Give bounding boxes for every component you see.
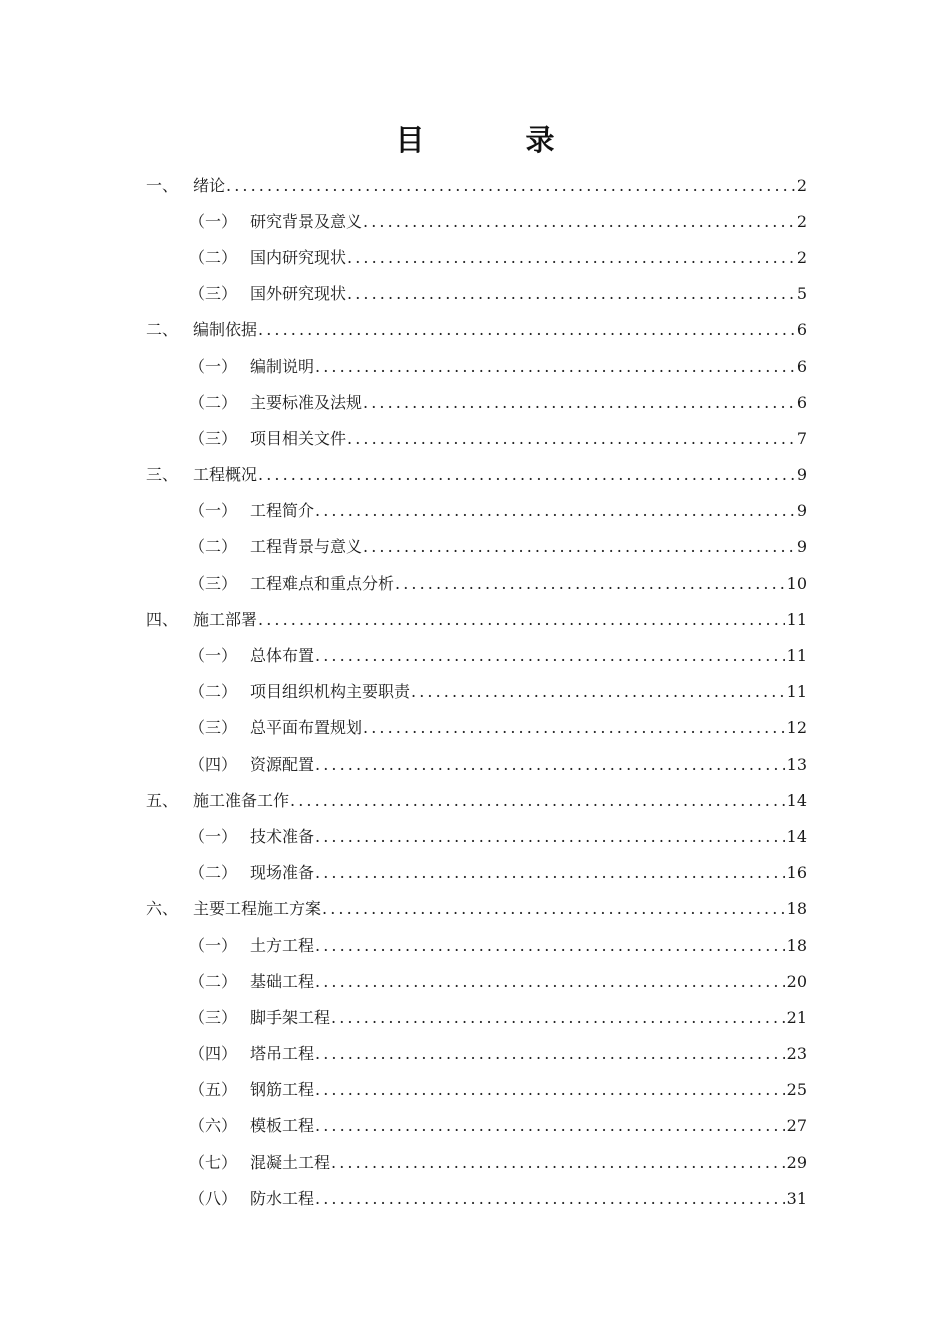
toc-dot-leader: [363, 718, 785, 737]
toc-title: 目 录: [395, 123, 591, 157]
toc-entry-title: 总平面布置规划: [250, 718, 363, 738]
toc-entry-page-number: 12: [786, 718, 807, 738]
toc-entry-page-number: 16: [786, 863, 807, 883]
toc-section-entry[interactable]: [0, 275, 950, 311]
toc-entry-page-number: 2: [796, 175, 807, 195]
toc-dot-leader: [315, 357, 795, 376]
toc-entry-page-number: 11: [786, 646, 807, 666]
toc-section-entry[interactable]: [0, 745, 950, 781]
toc-dot-leader: [290, 791, 785, 810]
toc-dot-leader: [363, 212, 795, 231]
toc-entry-body: [193, 173, 807, 196]
toc-entry-page-number: 9: [796, 537, 807, 557]
toc-entry-body: [250, 426, 807, 449]
toc-entry-number: 五、: [146, 790, 179, 810]
toc-entry-title: 编制说明: [250, 356, 315, 376]
toc-entry-body: [250, 860, 807, 883]
toc-entry-body: [250, 354, 807, 377]
toc-dot-leader: [315, 1044, 785, 1063]
toc-entry-page-number: 9: [796, 501, 807, 521]
toc-entry-number: （四）: [189, 754, 238, 774]
toc-dot-leader: [315, 1116, 785, 1135]
toc-entry-page-number: 29: [786, 1152, 807, 1172]
toc-entry-body: [250, 1113, 807, 1136]
toc-entry-title: 防水工程: [250, 1188, 315, 1208]
toc-entry-page-number: 7: [796, 428, 807, 448]
toc-entry-page-number: 27: [786, 1116, 807, 1136]
toc-chapter-entry[interactable]: [0, 456, 950, 492]
toc-entry-body: [193, 788, 807, 811]
toc-dot-leader: [331, 1153, 785, 1172]
toc-entry-number: （六）: [189, 1116, 238, 1136]
toc-entry-body: [250, 1186, 807, 1209]
toc-entry-title: 技术准备: [250, 826, 315, 846]
toc-entry-page-number: 18: [786, 899, 807, 919]
toc-entry-title: 研究背景及意义: [250, 211, 363, 231]
toc-entry-page-number: 13: [786, 754, 807, 774]
toc-entry-page-number: 21: [786, 1007, 807, 1027]
toc-chapter-entry[interactable]: [0, 166, 950, 202]
toc-dot-leader: [226, 176, 795, 195]
toc-entry-page-number: 2: [796, 247, 807, 267]
toc-entry-title: 施工部署: [193, 609, 258, 629]
toc-entry-body: [250, 1041, 807, 1064]
toc-entry-body: [250, 1077, 807, 1100]
toc-entry-number: 二、: [146, 320, 179, 340]
toc-entry-page-number: 11: [786, 609, 807, 629]
toc-entry-number: 六、: [146, 899, 179, 919]
toc-section-entry[interactable]: [0, 383, 950, 419]
toc-entry-body: [250, 209, 807, 232]
toc-entry-title: 工程简介: [250, 501, 315, 521]
toc-entry-number: （一）: [189, 501, 238, 521]
toc-entry-page-number: 25: [786, 1080, 807, 1100]
toc-entry-title: 模板工程: [250, 1116, 315, 1136]
toc-dot-leader: [315, 972, 785, 991]
toc-entry-page-number: 23: [786, 1044, 807, 1064]
toc-entry-number: 三、: [146, 465, 179, 485]
toc-entry-title: 编制依据: [193, 320, 258, 340]
toc-dot-leader: [315, 863, 785, 882]
toc-entry-number: （一）: [189, 646, 238, 666]
toc-entry-number: （三）: [189, 284, 238, 304]
toc-dot-leader: [395, 574, 785, 593]
toc-entry-title: 工程背景与意义: [250, 537, 363, 557]
toc-dot-leader: [363, 393, 795, 412]
toc-entry-number: （一）: [189, 356, 238, 376]
toc-dot-leader: [347, 284, 795, 303]
toc-dot-leader: [315, 827, 785, 846]
toc-section-entry[interactable]: [0, 1071, 950, 1107]
toc-dot-leader: [411, 682, 785, 701]
toc-entry-title: 土方工程: [250, 935, 315, 955]
toc-entry-number: （二）: [189, 863, 238, 883]
toc-entry-title: 施工准备工作: [193, 790, 290, 810]
toc-section-entry[interactable]: [0, 202, 950, 238]
toc-entry-page-number: 31: [786, 1188, 807, 1208]
toc-entry-body: [250, 534, 807, 557]
toc-entry-body: [250, 933, 807, 956]
toc-entry-title: 塔吊工程: [250, 1044, 315, 1064]
toc-entry-title: 主要标准及法规: [250, 392, 363, 412]
toc-entry-body: [193, 317, 807, 340]
toc-dot-leader: [315, 501, 795, 520]
toc-entry-number: （三）: [189, 1007, 238, 1027]
toc-entry-page-number: 10: [786, 573, 807, 593]
toc-entry-title: 项目组织机构主要职责: [250, 682, 411, 702]
toc-section-entry[interactable]: [0, 1179, 950, 1215]
toc-dot-leader: [363, 537, 795, 556]
toc-entry-body: [250, 571, 807, 594]
toc-entry-number: （二）: [189, 392, 238, 412]
toc-entry-number: （二）: [189, 682, 238, 702]
toc-entry-body: [250, 824, 807, 847]
toc-dot-leader: [315, 755, 785, 774]
toc-entry-body: [250, 390, 807, 413]
toc-chapter-entry[interactable]: [0, 890, 950, 926]
toc-entry-page-number: 14: [786, 826, 807, 846]
toc-entry-title: 国外研究现状: [250, 284, 347, 304]
toc-section-entry[interactable]: [0, 1143, 950, 1179]
toc-entry-number: （三）: [189, 718, 238, 738]
toc-entry-page-number: 5: [796, 284, 807, 304]
toc-dot-leader: [347, 429, 795, 448]
toc-chapter-entry[interactable]: [0, 781, 950, 817]
toc-dot-leader: [331, 1008, 785, 1027]
toc-dot-leader: [315, 1080, 785, 1099]
toc-entry-number: （七）: [189, 1152, 238, 1172]
toc-entry-page-number: 2: [796, 211, 807, 231]
toc-dot-leader: [258, 610, 785, 629]
toc-list: [0, 166, 950, 1215]
toc-dot-leader: [347, 248, 795, 267]
toc-entry-page-number: 6: [796, 320, 807, 340]
toc-dot-leader: [322, 899, 785, 918]
toc-dot-leader: [315, 936, 785, 955]
toc-entry-number: （二）: [189, 971, 238, 991]
toc-entry-body: [250, 679, 807, 702]
toc-dot-leader: [258, 320, 795, 339]
toc-entry-body: [250, 715, 807, 738]
toc-entry-page-number: 11: [786, 682, 807, 702]
toc-entry-body: [250, 643, 807, 666]
toc-entry-body: [250, 281, 807, 304]
toc-entry-body: [250, 1150, 807, 1173]
toc-section-entry[interactable]: [0, 419, 950, 455]
toc-entry-number: （一）: [189, 826, 238, 846]
toc-entry-number: （八）: [189, 1188, 238, 1208]
toc-section-entry[interactable]: [0, 492, 950, 528]
toc-entry-body: [250, 245, 807, 268]
toc-section-entry[interactable]: [0, 709, 950, 745]
toc-entry-title: 混凝土工程: [250, 1152, 331, 1172]
toc-entry-title: 项目相关文件: [250, 428, 347, 448]
toc-section-entry[interactable]: [0, 347, 950, 383]
toc-entry-body: [193, 896, 807, 919]
toc-section-entry[interactable]: [0, 1107, 950, 1143]
toc-entry-title: 绪论: [193, 175, 226, 195]
toc-dot-leader: [315, 646, 785, 665]
toc-entry-number: （二）: [189, 247, 238, 267]
toc-entry-page-number: 9: [796, 465, 807, 485]
toc-dot-leader: [315, 1189, 785, 1208]
toc-entry-number: （一）: [189, 211, 238, 231]
toc-section-entry[interactable]: [0, 817, 950, 853]
toc-entry-number: （四）: [189, 1044, 238, 1064]
toc-entry-number: 一、: [146, 175, 179, 195]
toc-entry-title: 脚手架工程: [250, 1007, 331, 1027]
toc-entry-page-number: 6: [796, 392, 807, 412]
toc-entry-body: [250, 1005, 807, 1028]
toc-entry-page-number: 14: [786, 790, 807, 810]
toc-section-entry[interactable]: [0, 998, 950, 1034]
toc-entry-title: 工程概况: [193, 465, 258, 485]
toc-entry-title: 国内研究现状: [250, 247, 347, 267]
toc-entry-number: （二）: [189, 537, 238, 557]
toc-entry-title: 资源配置: [250, 754, 315, 774]
toc-section-entry[interactable]: [0, 926, 950, 962]
toc-entry-number: （一）: [189, 935, 238, 955]
toc-chapter-entry[interactable]: [0, 600, 950, 636]
toc-entry-body: [193, 462, 807, 485]
toc-section-entry[interactable]: [0, 528, 950, 564]
toc-entry-page-number: 6: [796, 356, 807, 376]
toc-section-entry[interactable]: [0, 636, 950, 672]
toc-entry-title: 基础工程: [250, 971, 315, 991]
toc-entry-body: [250, 752, 807, 775]
toc-entry-body: [193, 607, 807, 630]
toc-entry-number: （三）: [189, 573, 238, 593]
toc-entry-body: [250, 969, 807, 992]
toc-entry-title: 现场准备: [250, 863, 315, 883]
toc-entry-body: [250, 498, 807, 521]
toc-section-entry[interactable]: [0, 1035, 950, 1071]
toc-entry-number: （三）: [189, 428, 238, 448]
toc-entry-title: 总体布置: [250, 646, 315, 666]
toc-entry-number: （五）: [189, 1080, 238, 1100]
toc-chapter-entry[interactable]: [0, 311, 950, 347]
toc-entry-page-number: 20: [786, 971, 807, 991]
toc-entry-page-number: 18: [786, 935, 807, 955]
toc-section-entry[interactable]: [0, 673, 950, 709]
toc-entry-title: 钢筋工程: [250, 1080, 315, 1100]
toc-section-entry[interactable]: [0, 854, 950, 890]
toc-dot-leader: [258, 465, 795, 484]
toc-entry-title: 工程难点和重点分析: [250, 573, 395, 593]
toc-entry-title: 主要工程施工方案: [193, 899, 322, 919]
toc-entry-number: 四、: [146, 609, 179, 629]
toc-section-entry[interactable]: [0, 238, 950, 274]
toc-section-entry[interactable]: [0, 564, 950, 600]
toc-section-entry[interactable]: [0, 962, 950, 998]
